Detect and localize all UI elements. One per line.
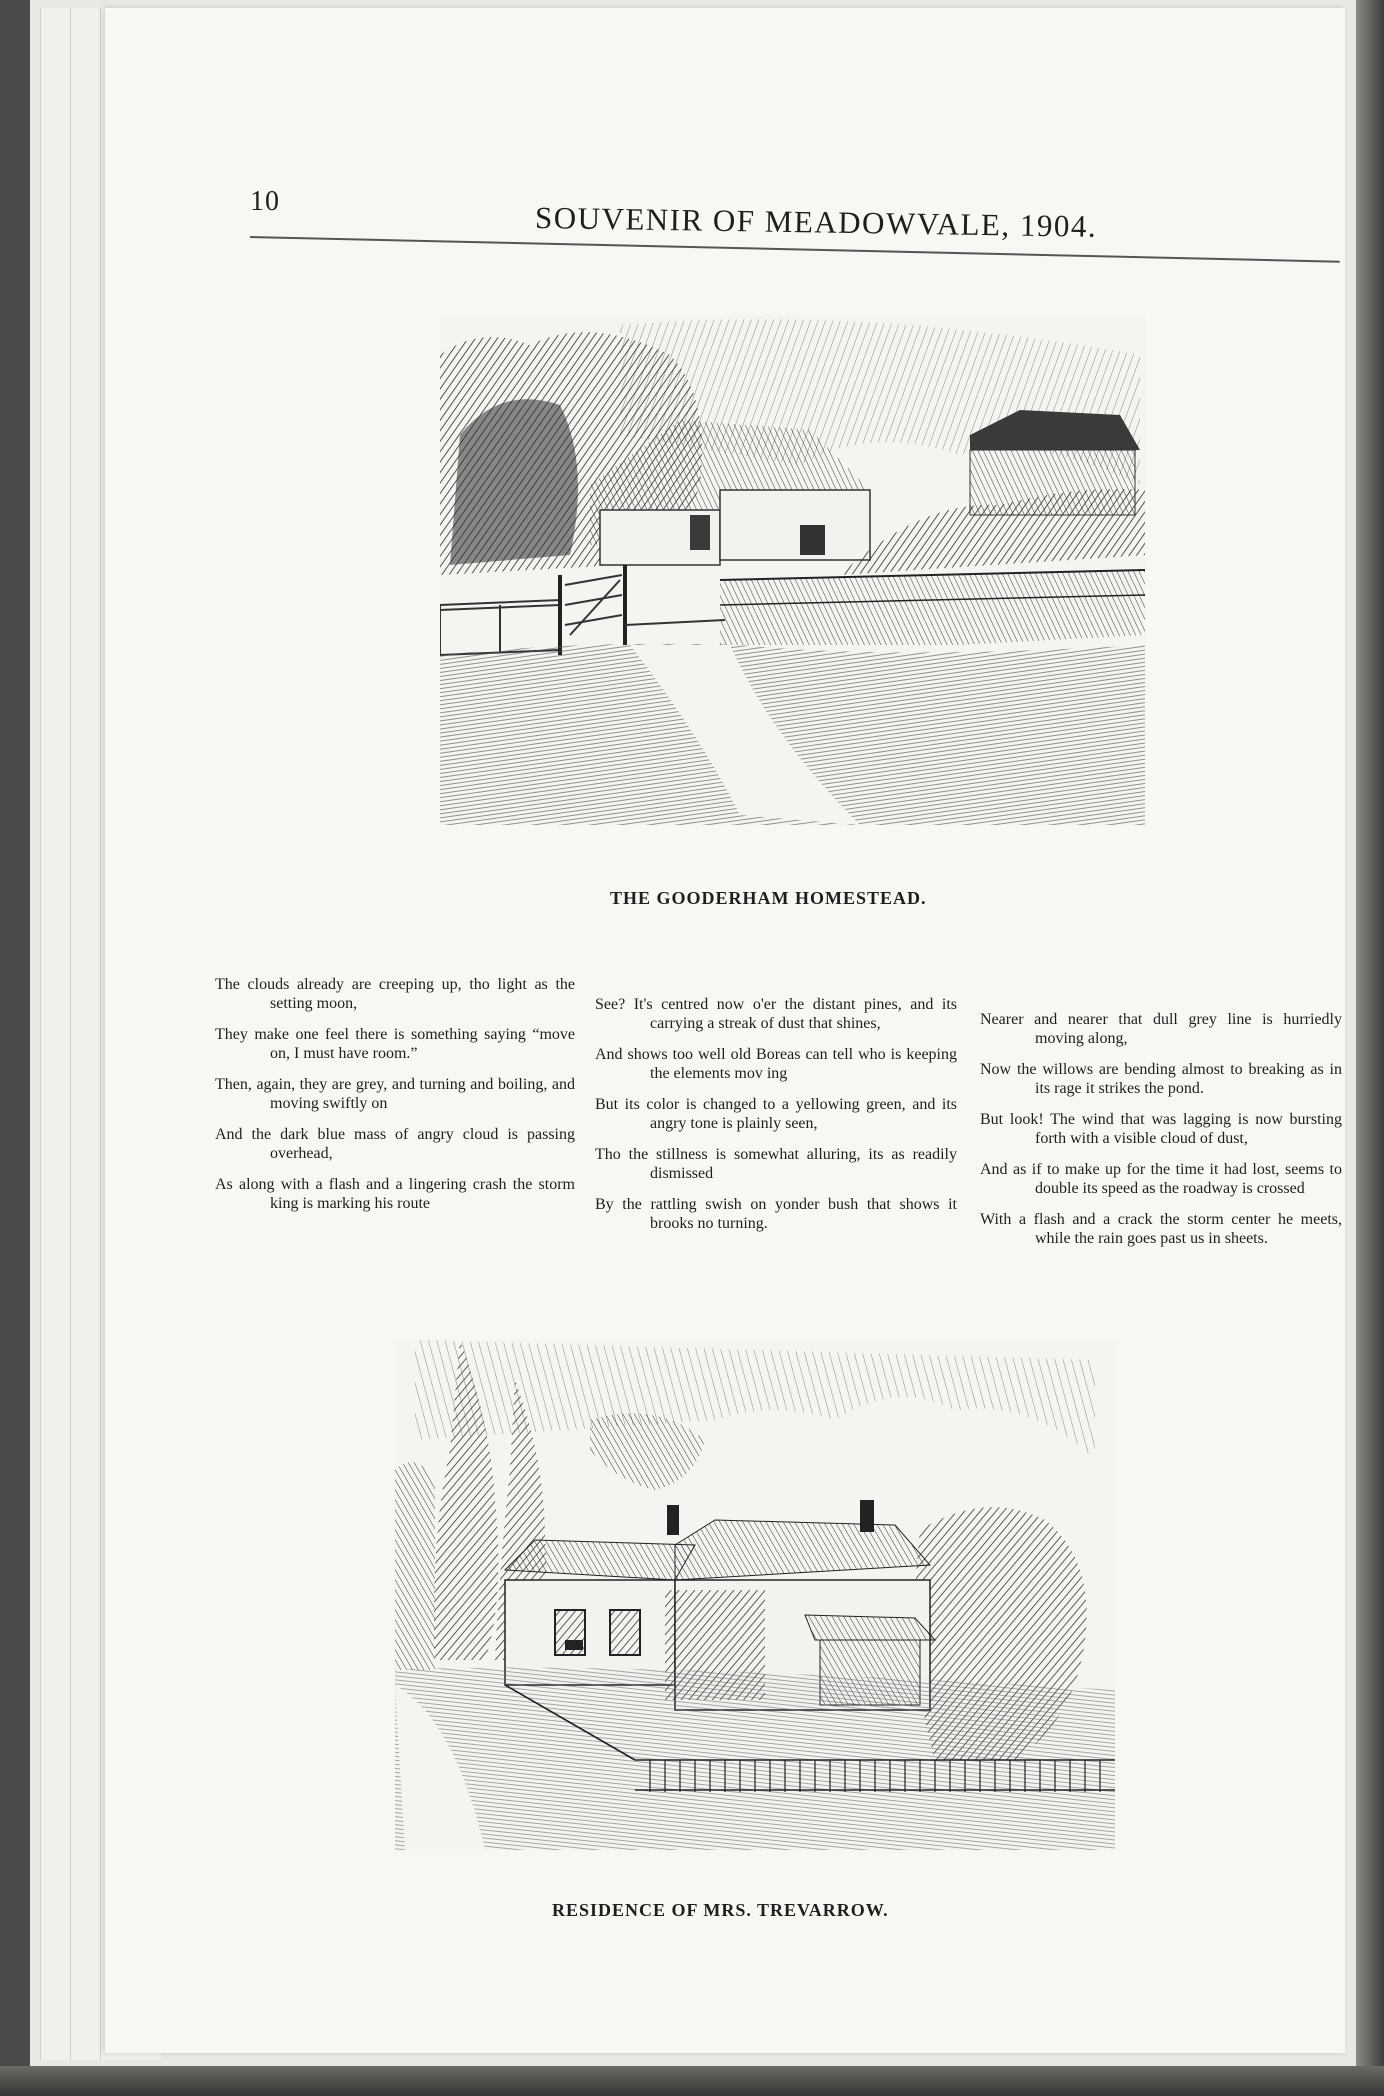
figure-caption-homestead: THE GOODERHAM HOMESTEAD. <box>610 888 927 908</box>
poem-stanza: Nearer and nearer that dull grey line is hurriedly moving along, <box>980 1011 1342 1047</box>
poem-stanza: With a flash and a crack the storm center he meets, while the rain goes past us in sheets. <box>980 1211 1342 1247</box>
poem-stanza: Tho the stillness is somewhat alluring, its as readily dismissed <box>595 1146 957 1182</box>
poem-stanza: As along with a flash and a lingering crash the storm king is marking his route <box>215 1176 575 1212</box>
poem-stanza: By the rattling swish on yonder bush that shows it brooks no turning. <box>595 1196 957 1232</box>
poem-stanza: Then, again, they are grey, and turning and boiling, and moving swiftly on <box>215 1076 575 1112</box>
poem-column-3 <box>980 1010 1342 1260</box>
figure-caption-residence: RESIDENCE OF MRS. TREVARROW. <box>552 1900 889 1920</box>
running-title: SOUVENIR OF MEADOWVALE, 1904. <box>534 200 1098 244</box>
poem-stanza: They make one feel there is something saying “move on, I must have room.” <box>215 1026 575 1062</box>
poem-stanza: And the dark blue mass of angry cloud is passing overhead, <box>215 1126 575 1162</box>
poem-column-1 <box>215 975 575 1225</box>
poem-stanza: But its color is changed to a yellowing green, and its angry tone is plainly seen, <box>595 1096 957 1132</box>
poem-stanza: Now the willows are bending almost to breaking as in its rage it strikes the pond. <box>980 1061 1342 1097</box>
residence-engraving <box>395 1340 1115 1850</box>
poem-stanza: But look! The wind that was lagging is now bursting forth with a visible cloud of dust, <box>980 1111 1342 1147</box>
binding-shadow <box>1356 0 1384 2096</box>
poem-stanza: And shows too well old Boreas can tell who is keeping the elements mov ing <box>595 1046 957 1082</box>
scan-bottom-edge <box>0 2066 1384 2096</box>
poem-stanza: See? It's centred now o'er the distant pines, and its carrying a streak of dust that shines, <box>595 996 957 1032</box>
poem-stanza: The clouds already are creeping up, tho light as the setting moon, <box>215 976 575 1012</box>
homestead-engraving <box>440 315 1145 825</box>
poem-column-2 <box>595 995 957 1245</box>
page-number: 10 <box>250 186 280 217</box>
poem-stanza: And as if to make up for the time it had lost, seems to double its speed as the roadway is crossed <box>980 1161 1342 1197</box>
